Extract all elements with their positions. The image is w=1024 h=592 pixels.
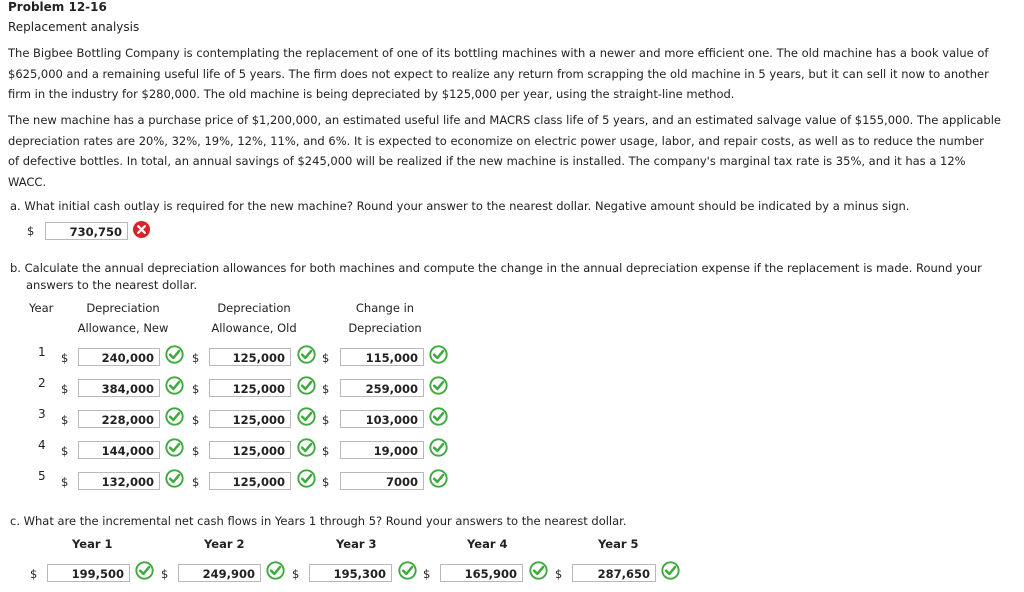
currency-sign: $ (322, 475, 330, 489)
currency-sign: $ (423, 567, 431, 581)
correct-check-icon (297, 438, 316, 457)
correct-check-icon (165, 345, 184, 364)
new-depreciation-input[interactable]: 228,000 (78, 410, 160, 428)
new-depreciation-input[interactable]: 384,000 (78, 379, 160, 397)
correct-check-icon (661, 561, 680, 580)
correct-check-icon (266, 561, 285, 580)
initial-outlay-input[interactable]: 730,750 (45, 222, 128, 240)
cash-flow-year5-input[interactable]: 287,650 (572, 564, 656, 582)
col-header-old-l2: Allowance, Old (211, 321, 297, 335)
row-year: 3 (38, 407, 46, 421)
old-depreciation-input[interactable]: 125,000 (209, 379, 291, 397)
cash-flow-year-header: Year 1 (72, 537, 113, 551)
question-b-text: b. Calculate the annual depreciation allowances for both machines and compute the change in the annual depreciation expense if the replacement is made. Round your (10, 261, 982, 275)
cash-flow-year-header: Year 2 (204, 537, 245, 551)
change-depreciation-input[interactable]: 103,000 (340, 410, 424, 428)
col-header-old-l1: Depreciation (217, 301, 291, 315)
old-depreciation-input[interactable]: 125,000 (209, 472, 291, 490)
col-header-year: Year (29, 301, 54, 315)
row-year: 5 (38, 469, 46, 483)
paragraph-line: $625,000 and a remaining useful life of 5 years. The firm does not expect to realize any return from scrapping the old machine in 5 years, but it can sell it now to another (8, 66, 989, 81)
correct-check-icon (398, 561, 417, 580)
cash-flow-year1-input[interactable]: 199,500 (47, 564, 130, 582)
col-header-new-l2: Allowance, New (77, 321, 169, 335)
cash-flow-year-header: Year 3 (336, 537, 377, 551)
correct-check-icon (429, 469, 448, 488)
currency-sign: $ (27, 224, 35, 238)
correct-check-icon (429, 345, 448, 364)
change-depreciation-input[interactable]: 115,000 (340, 348, 424, 366)
cash-flow-year3-input[interactable]: 195,300 (309, 564, 392, 582)
correct-check-icon (429, 376, 448, 395)
col-header-new-l1: Depreciation (86, 301, 160, 315)
paragraph-line: of defective bottles. In total, an annual savings of $245,000 will be realized if the new machine is installed. The company's marginal tax rate is 35%, and it has a 12% (8, 154, 966, 168)
correct-check-icon (165, 407, 184, 426)
question-a-text: a. What initial cash outlay is required for the new machine? Round your answer to the nearest dollar. Negative amount should be indicated by a minus sign. (10, 199, 910, 213)
problem-subtitle: Replacement analysis (8, 20, 140, 34)
row-year: 2 (38, 376, 46, 390)
old-depreciation-input[interactable]: 125,000 (209, 441, 291, 459)
currency-sign: $ (61, 475, 69, 489)
cash-flow-year-header: Year 5 (598, 537, 639, 551)
correct-check-icon (297, 407, 316, 426)
currency-sign: $ (192, 382, 200, 396)
currency-sign: $ (192, 444, 200, 458)
correct-check-icon (429, 407, 448, 426)
currency-sign: $ (161, 567, 169, 581)
currency-sign: $ (192, 475, 200, 489)
cash-flow-year4-input[interactable]: 165,900 (440, 564, 523, 582)
change-depreciation-input[interactable]: 259,000 (340, 379, 424, 397)
question-c-text: c. What are the incremental net cash flows in Years 1 through 5? Round your answers to the nearest dollar. (10, 514, 627, 528)
correct-check-icon (297, 469, 316, 488)
paragraph-line: firm in the industry for $280,000. The old machine is being depreciated by $125,000 per year, using the straight-line method. (8, 87, 735, 101)
row-year: 1 (38, 345, 46, 359)
currency-sign: $ (322, 444, 330, 458)
currency-sign: $ (322, 351, 330, 365)
currency-sign: $ (192, 413, 200, 427)
cash-flow-year2-input[interactable]: 249,900 (178, 564, 261, 582)
currency-sign: $ (61, 413, 69, 427)
change-depreciation-input[interactable]: 19,000 (340, 441, 424, 459)
paragraph-line: depreciation rates are 20%, 32%, 19%, 12%, 11%, and 6%. It is expected to economize on electric power usage, labor, and repair costs, as well as to reduce the number (8, 133, 984, 148)
old-depreciation-input[interactable]: 125,000 (209, 410, 291, 428)
correct-check-icon (165, 376, 184, 395)
correct-check-icon (135, 561, 154, 580)
paragraph-old-machine (8, 43, 1018, 105)
correct-check-icon (165, 438, 184, 457)
change-depreciation-input[interactable]: 7000 (340, 472, 424, 490)
paragraph-line: The new machine has a purchase price of $1,200,000, an estimated useful life and MACRS class life of 5 years, and an estimated salvage value of $155,000. The applicable (8, 113, 1001, 127)
problem-title: Problem 12-16 (8, 0, 107, 14)
row-year: 4 (38, 438, 46, 452)
paragraph-line: The Bigbee Bottling Company is contemplating the replacement of one of its bottling machines with a newer and more efficient one. The old machine has a book value of (8, 46, 989, 60)
question-b-text-cont: answers to the nearest dollar. (26, 278, 198, 292)
incorrect-x-icon (132, 220, 151, 239)
correct-check-icon (429, 438, 448, 457)
currency-sign: $ (322, 382, 330, 396)
currency-sign: $ (192, 351, 200, 365)
new-depreciation-input[interactable]: 144,000 (78, 441, 160, 459)
currency-sign: $ (61, 444, 69, 458)
paragraph-line: WACC. (8, 174, 47, 189)
correct-check-icon (529, 561, 548, 580)
currency-sign: $ (61, 351, 69, 365)
col-header-change-l2: Depreciation (348, 321, 422, 335)
col-header-change-l1: Change in (355, 301, 415, 315)
currency-sign: $ (322, 413, 330, 427)
paragraph-new-machine (8, 110, 1018, 192)
new-depreciation-input[interactable]: 132,000 (78, 472, 160, 490)
correct-check-icon (165, 469, 184, 488)
currency-sign: $ (292, 567, 300, 581)
currency-sign: $ (30, 567, 38, 581)
cash-flow-year-header: Year 4 (467, 537, 508, 551)
correct-check-icon (297, 376, 316, 395)
new-depreciation-input[interactable]: 240,000 (78, 348, 160, 366)
old-depreciation-input[interactable]: 125,000 (209, 348, 291, 366)
currency-sign: $ (555, 567, 563, 581)
currency-sign: $ (61, 382, 69, 396)
correct-check-icon (297, 345, 316, 364)
